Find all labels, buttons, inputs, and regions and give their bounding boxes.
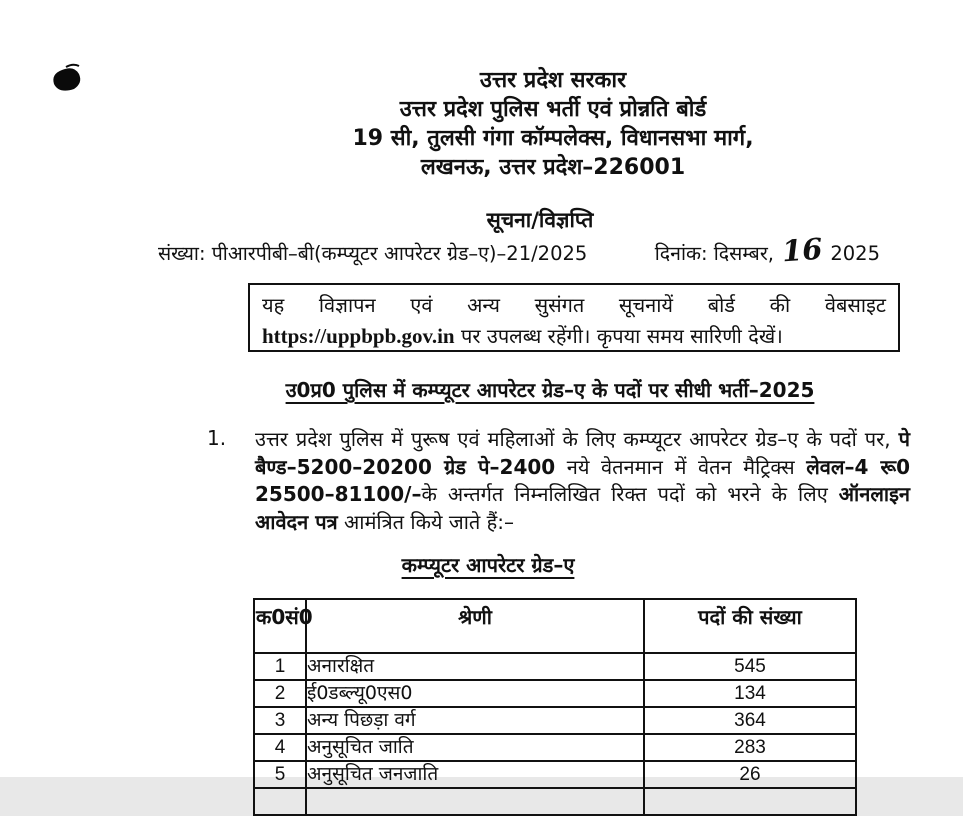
count-cell: 545	[644, 653, 856, 680]
notice-type-title: सूचना/विज्ञप्ति	[486, 208, 594, 232]
main-heading	[140, 376, 960, 403]
date-year: 2025	[830, 242, 880, 265]
table-row	[254, 680, 856, 707]
category-cell: अन्य पिछड़ा वर्ग	[306, 707, 644, 734]
website-url: https://uppbpb.gov.in	[262, 324, 455, 348]
serial-cell: 3	[254, 707, 306, 734]
vacancy-table	[253, 598, 857, 816]
reference-line	[158, 231, 880, 269]
handwritten-date: 16	[780, 231, 824, 269]
board-name: उत्तर प्रदेश पुलिस भर्ती एवं प्रोन्नति बोर्ड	[399, 97, 707, 122]
date-part	[654, 231, 880, 269]
website-notice-box	[248, 283, 900, 352]
city-pincode-line: लखनऊ, उत्तर प्रदेश–226001	[420, 155, 686, 180]
category-cell: अनारक्षित	[306, 653, 644, 680]
paragraph-segment: के अन्तर्गत निम्नलिखित रिक्त पदों को भरने के लिए	[421, 482, 839, 506]
paragraph-1	[207, 426, 913, 536]
count-cell	[644, 788, 856, 815]
reference-number: संख्या: पीआरपीबी–बी(कम्प्यूटर आपरेटर ग्रेड–ए)–21/2025	[158, 242, 588, 265]
category-cell: अनुसूचित जनजाति	[306, 761, 644, 788]
table-row	[254, 653, 856, 680]
org-name: उत्तर प्रदेश सरकार	[479, 68, 627, 93]
paragraph-segment: पे बैण्ड–5200–20200 ग्रेड पे–2400	[255, 427, 910, 479]
website-notice-line2-rest: पर उपलब्ध रहेंगी। कृपया समय सारिणी देखें।	[454, 324, 783, 348]
count-cell: 283	[644, 734, 856, 761]
count-cell: 26	[644, 761, 856, 788]
paragraph-text	[255, 426, 910, 536]
header-count: पदों की संख्या	[644, 599, 856, 653]
letterhead	[143, 66, 963, 182]
paragraph-segment: नये वेतनमान में वेतन मैट्रिक्स	[555, 454, 807, 479]
table-title-text: कम्प्यूटर आपरेटर ग्रेड–ए	[401, 553, 575, 577]
paragraph-number: 1.	[207, 426, 227, 450]
category-cell	[306, 788, 644, 815]
paragraph-segment: आमंत्रित किये जाते हैं:–	[337, 509, 515, 534]
serial-cell	[254, 788, 306, 815]
table-header-row	[254, 599, 856, 653]
header-serial: क0सं0	[254, 599, 306, 653]
website-notice-line1: यह विज्ञापन एवं अन्य सुसंगत सूचनायें बोर्ड की वेबसाइट	[262, 293, 886, 317]
serial-cell: 2	[254, 680, 306, 707]
serial-cell: 1	[254, 653, 306, 680]
count-cell: 134	[644, 680, 856, 707]
main-heading-text: उ0प्र0 पुलिस में कम्प्यूटर आपरेटर ग्रेड–ए के पदों पर सीधी भर्ती–2025	[285, 378, 815, 402]
header-category: श्रेणी	[306, 599, 644, 653]
table-row	[254, 707, 856, 734]
count-cell: 364	[644, 707, 856, 734]
category-cell: ई0डब्ल्यू0एस0	[306, 680, 644, 707]
paragraph-segment: लेवल–4 रू0 25500–81100/–	[255, 454, 910, 506]
table-row	[254, 734, 856, 761]
table-title	[296, 551, 680, 578]
table-row-clipped	[254, 788, 856, 815]
table-row	[254, 761, 856, 788]
website-notice-line2	[262, 321, 886, 352]
category-cell: अनुसूचित जाति	[306, 734, 644, 761]
ink-blot-mark	[46, 60, 90, 102]
paragraph-segment: उत्तर प्रदेश पुलिस में पुरूष एवं महिलाओं के लिए कम्प्यूटर आपरेटर ग्रेड–ए के पदों पर,	[255, 427, 899, 451]
serial-cell: 5	[254, 761, 306, 788]
address-line: 19 सी, तुलसी गंगा कॉम्पलेक्स, विधानसभा मार्ग,	[352, 126, 754, 151]
date-label: दिनांक: दिसम्बर,	[654, 242, 774, 265]
serial-cell: 4	[254, 734, 306, 761]
paragraph-segment: ऑनलाइन आवेदन पत्र	[255, 482, 910, 534]
